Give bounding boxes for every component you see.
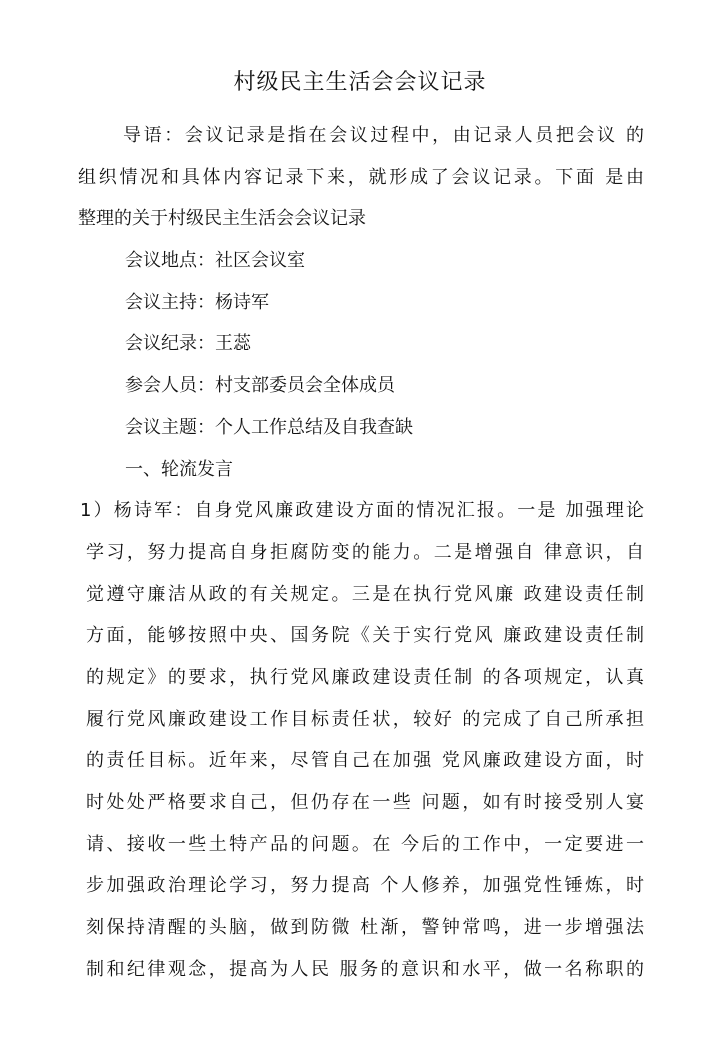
document-body [78,115,644,990]
document-title: 村级民主生活会会议记录 [233,70,487,95]
body-line: 觉遵守廉洁从政的有关规定。三是在执行党风廉 政建设责任制 [86,583,644,605]
body-line: 的责任目标。近年来，尽管自己在加强 党风廉政建设方面，时 [86,750,644,772]
body-line: 1）杨诗军：自身党风廉政建设方面的情况汇报。一是 加强理论 [80,500,644,522]
body-line: 方面，能够按照中央、国务院《关于实行党风 廉政建设责任制 [86,625,644,647]
section-heading: 一、轮流发言 [125,458,233,480]
intro-line: 导语：会议记录是指在会议过程中，由记录人员把会议 的 [123,125,644,146]
body-line: 学习，努力提高自身拒腐防变的能力。二是增强自 律意识，自 [86,541,644,563]
body-line: 步加强政治理论学习，努力提高 个人修养，加强党性锤炼，时 [86,875,644,897]
body-line: 时处处严格要求自己，但仍存在一些 问题，如有时接受别人宴 [86,792,644,813]
meeting-attendees: 参会人员：村支部委员会全体成员 [125,375,395,397]
body-line: 请、接收一些土特产品的问题。在 今后的工作中，一定要进一 [86,833,644,855]
body-line: 的规定》的要求，执行党风廉政建设责任制 的各项规定，认真 [86,666,644,688]
meeting-theme: 会议主题：个人工作总结及自我查缺 [125,416,413,438]
intro-line: 整理的关于村级民主生活会会议记录 [78,208,366,230]
body-line: 履行党风廉政建设工作目标责任状，较好 的完成了自己所承担 [86,708,644,730]
body-line: 制和纪律观念，提高为人民 服务的意识和水平，做一名称职的 [86,958,644,980]
meeting-host: 会议主持：杨诗军 [125,291,269,313]
body-line: 刻保持清醒的头脑，做到防微 杜渐，警钟常鸣，进一步增强法 [86,917,644,939]
meeting-location: 会议地点：社区会议室 [125,250,305,272]
meeting-recorder: 会议纪录：王蕊 [125,333,251,355]
intro-line: 组织情况和具体内容记录下来，就形成了会议记录。下面 是由 [78,166,644,188]
